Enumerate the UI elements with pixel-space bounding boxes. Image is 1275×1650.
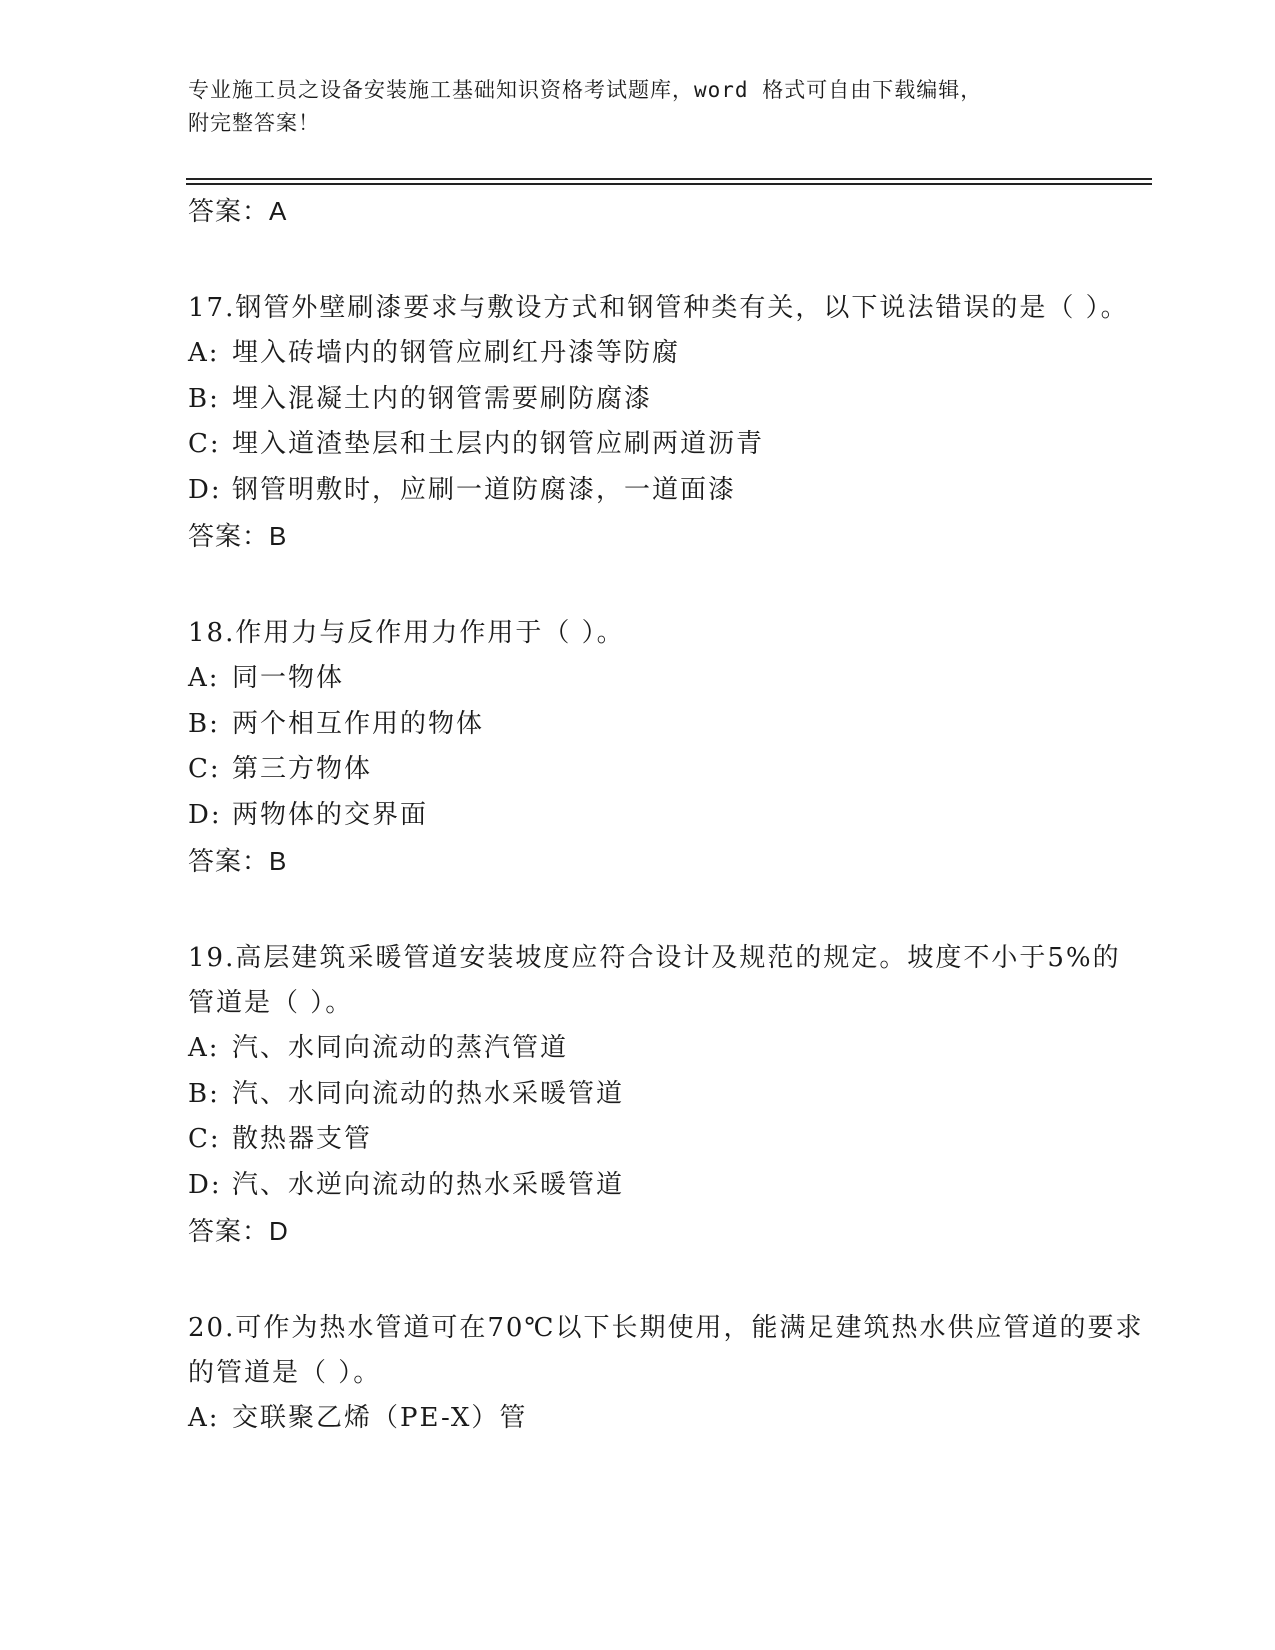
- question-19: [188, 936, 1148, 1254]
- question-stem: 20.可作为热水管道可在70℃以下长期使用，能满足建筑热水供应管道的要求的管道是（ ）。: [188, 1313, 1144, 1388]
- answer-line: 答案：D: [188, 1216, 289, 1246]
- option-text: 交联聚乙烯（PE-X）管: [232, 1403, 528, 1433]
- option-text: 汽、水逆向流动的热水采暖管道: [232, 1169, 625, 1200]
- option-a: [188, 331, 1148, 377]
- option-label: B:: [188, 1078, 220, 1109]
- option-label: A:: [188, 338, 220, 368]
- option-text: 同一物体: [232, 663, 345, 693]
- answer-line: 答案：B: [188, 521, 288, 551]
- header-divider-bottom: [186, 183, 1152, 185]
- option-d: [188, 793, 1148, 839]
- option-label: D:: [188, 799, 222, 830]
- option-text: 汽、水同向流动的蒸汽管道: [232, 1033, 569, 1063]
- question-stem: 18.作用力与反作用力作用于（ ）。: [188, 618, 625, 648]
- option-label: A:: [188, 1403, 220, 1433]
- option-c: [188, 422, 1148, 468]
- question-18: [188, 611, 1148, 884]
- answer-line: 答案：A: [188, 196, 288, 226]
- header-line-1: 专业施工员之设备安装施工基础知识资格考试题库，word 格式可自由下载编辑，: [188, 78, 983, 102]
- option-text: 埋入混凝土内的钢管需要刷防腐漆: [232, 383, 653, 414]
- option-label: C:: [188, 429, 221, 459]
- option-text: 钢管明敷时，应刷一道防腐漆，一道面漆: [232, 474, 737, 505]
- option-text: 散热器支管: [232, 1124, 373, 1154]
- option-label: B:: [188, 383, 220, 414]
- document-header: [188, 74, 1068, 140]
- option-a: [188, 1396, 1148, 1442]
- option-a: [188, 1026, 1148, 1072]
- option-label: B:: [188, 708, 220, 739]
- option-text: 汽、水同向流动的热水采暖管道: [232, 1078, 625, 1109]
- option-text: 两物体的交界面: [232, 799, 429, 830]
- option-label: A:: [188, 663, 220, 693]
- answer-line: 答案：B: [188, 846, 288, 876]
- option-text: 埋入道渣垫层和土层内的钢管应刷两道沥青: [232, 429, 765, 459]
- option-d: [188, 1163, 1148, 1209]
- option-b: [188, 702, 1148, 748]
- option-label: D:: [188, 1169, 222, 1200]
- option-b: [188, 1072, 1148, 1118]
- option-d: [188, 468, 1148, 514]
- question-stem: 19.高层建筑采暖管道安装坡度应符合设计及规范的规定。坡度不小于5%的管道是（ ）。: [188, 943, 1121, 1018]
- option-label: A:: [188, 1033, 220, 1063]
- header-line-2: 附完整答案！: [188, 111, 320, 135]
- option-label: D:: [188, 474, 222, 505]
- option-label: C:: [188, 1124, 221, 1154]
- option-text: 第三方物体: [232, 754, 373, 784]
- question-20: [188, 1306, 1148, 1442]
- question-list: [188, 188, 1148, 1442]
- option-c: [188, 747, 1148, 793]
- question-stem: 17.钢管外壁刷漆要求与敷设方式和钢管种类有关，以下说法错误的是（ ）。: [188, 293, 1129, 323]
- option-a: [188, 656, 1148, 702]
- option-c: [188, 1117, 1148, 1163]
- option-text: 埋入砖墙内的钢管应刷红丹漆等防腐: [232, 338, 681, 368]
- option-label: C:: [188, 754, 221, 784]
- option-text: 两个相互作用的物体: [232, 708, 485, 739]
- question-17: [188, 286, 1148, 559]
- option-b: [188, 377, 1148, 423]
- header-divider-top: [186, 178, 1152, 180]
